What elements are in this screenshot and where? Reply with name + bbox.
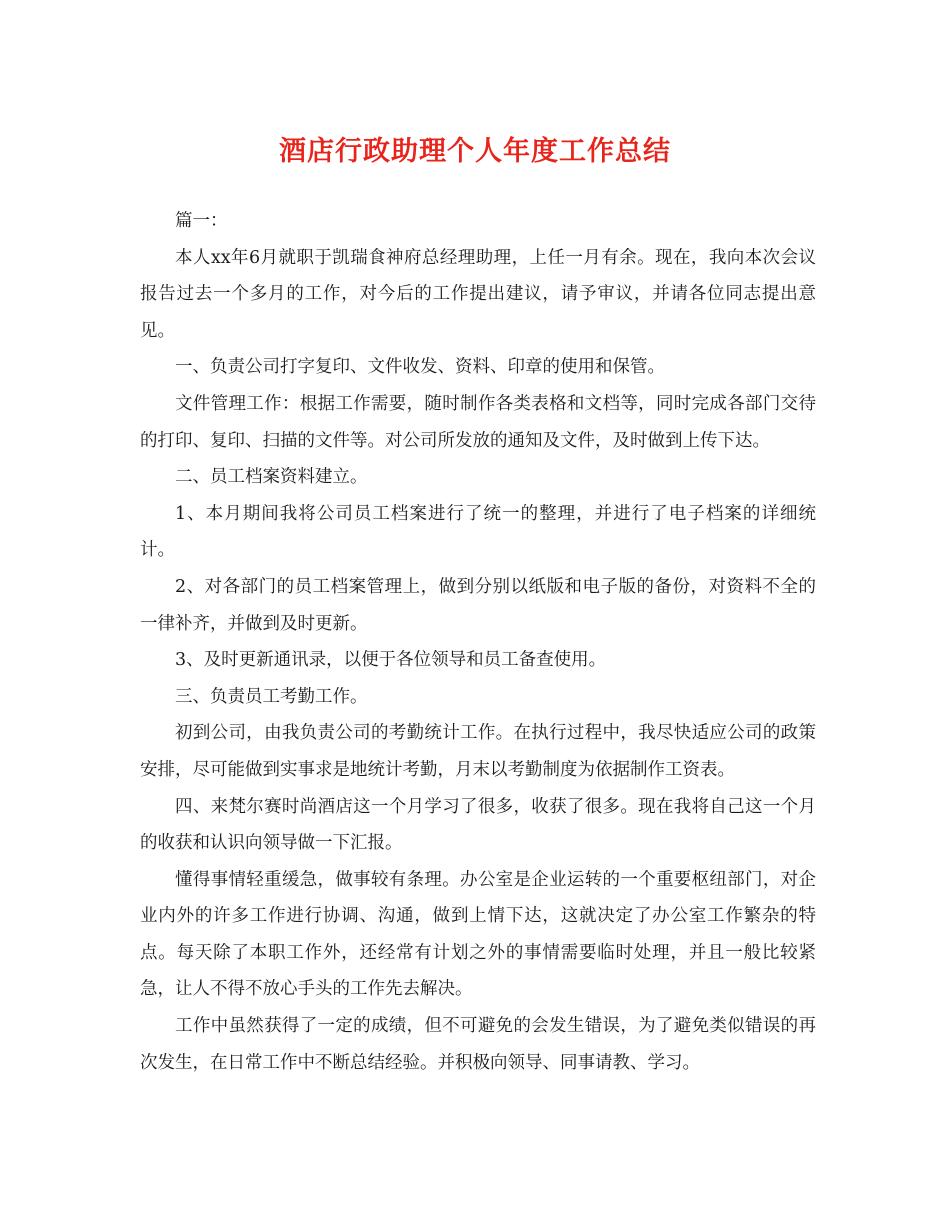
paragraph-heading-1: 一、负责公司打字复印、文件收发、资料、印章的使用和保管。 <box>175 357 665 378</box>
paragraph-heading-4: 四、来梵尔赛时尚酒店这一个月学习了很多，收获了很多。现在我将自己这一个月的收获和认识向领导做一下汇报。 <box>140 796 816 854</box>
paragraph-item-3: 3、及时更新通讯录，以便于各位领导和员工备查使用。 <box>175 650 607 671</box>
paragraph-item-1: 1、本月期间我将公司员工档案进行了统一的整理，并进行了电子档案的详细统计。 <box>140 503 816 561</box>
document-body <box>140 203 816 1081</box>
paragraph-file-management: 文件管理工作：根据工作需要，随时制作各类表格和文档等，同时完成各部门交待的打印、复印、扫描的文件等。对公司所发放的通知及文件，及时做到上传下达。 <box>140 393 816 451</box>
paragraph-lessons: 工作中虽然获得了一定的成绩，但不可避免的会发生错误，为了避免类似错误的再次发生，在日常工作中不断总结经验。并积极向领导、同事请教、学习。 <box>140 1016 816 1073</box>
paragraph-heading-2: 二、员工档案资料建立。 <box>175 467 368 488</box>
paragraph-priorities: 懂得事情轻重缓急，做事较有条理。办公室是企业运转的一个重要枢纽部门，对企业内外的许多工作进行协调、沟通，做到上情下达，这就决定了办公室工作繁杂的特点。每天除了本职工作外，还经常有计划之外的事情需要临时处理，并且一般比较紧急，让人不得不放心手头的工作先去解决。 <box>140 869 816 1000</box>
paragraph-intro: 本人xx年6月就职于凯瑞食神府总经理助理，上任一月有余。现在，我向本次会议报告过去一个多月的工作，对今后的工作提出建议，请予审议，并请各位同志提出意见。 <box>140 247 816 341</box>
document-title: 酒店行政助理个人年度工作总结 <box>279 136 671 167</box>
paragraph-section-label: 篇一： <box>175 211 228 231</box>
paragraph-item-2: 2、对各部门的员工档案管理上，做到分别以纸版和电子版的备份，对资料不全的一律补齐，并做到及时更新。 <box>140 576 816 634</box>
paragraph-heading-3: 三、负责员工考勤工作。 <box>175 686 368 707</box>
paragraph-attendance: 初到公司，由我负责公司的考勤统计工作。在执行过程中，我尽快适应公司的政策安排，尽可能做到实事求是地统计考勤，月末以考勤制度为依据制作工资表。 <box>140 723 816 780</box>
